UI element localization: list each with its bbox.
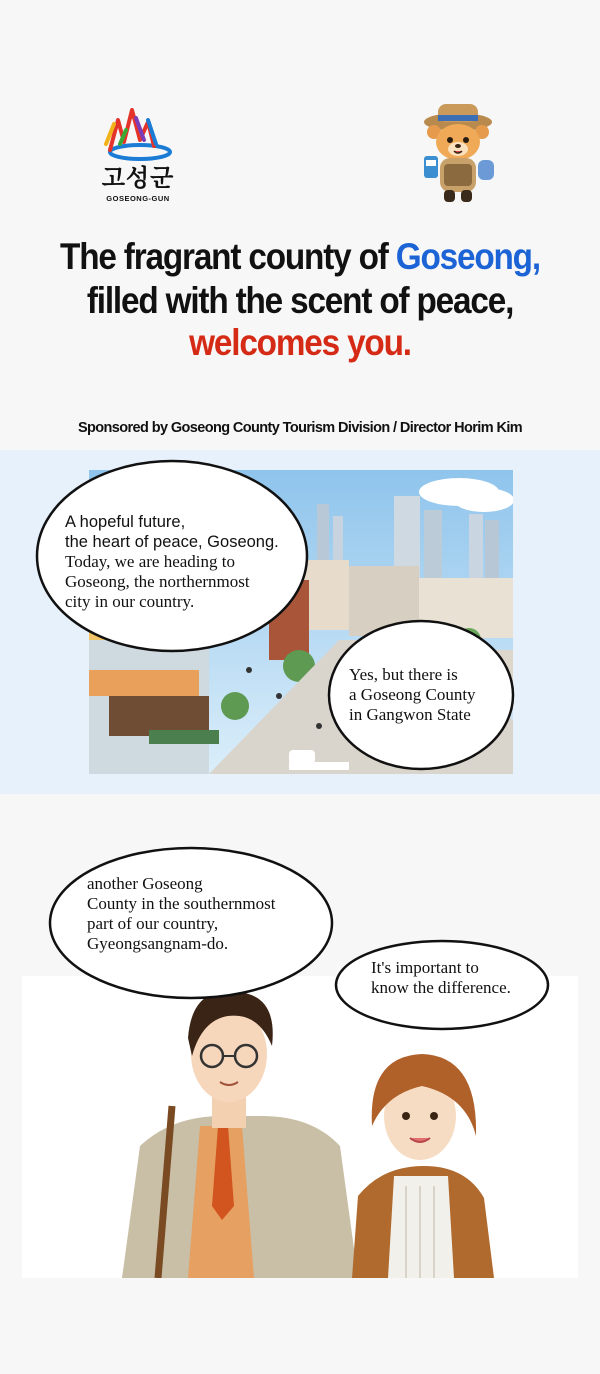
headline-line-3: welcomes you. bbox=[189, 322, 411, 363]
speech-bubble-1 bbox=[34, 458, 310, 654]
speech-bubble-3 bbox=[48, 846, 334, 1000]
bubble-1-line-3: Today, we are heading to bbox=[65, 552, 235, 571]
headline-line-2: filled with the scent of peace, bbox=[86, 280, 514, 321]
speech-bubble-2 bbox=[327, 619, 515, 771]
bubble-3-line-4: Gyeongsangnam-do. bbox=[87, 934, 229, 953]
bubble-4-line-2: know the difference. bbox=[371, 978, 511, 997]
goseong-logo-icon bbox=[96, 100, 180, 166]
goseong-logo bbox=[96, 100, 180, 205]
speech-bubble-4 bbox=[334, 939, 550, 1031]
bubble-3-line-1: another Goseong bbox=[87, 874, 203, 893]
bubble-3-line-2: County in the southernmost bbox=[87, 894, 276, 913]
bubble-3-line-3: part of our country, bbox=[87, 914, 219, 933]
bubble-1-line-2: the heart of peace, Goseong. bbox=[65, 533, 279, 551]
logo-korean-text: 고성군 bbox=[101, 165, 175, 192]
headline-highlight-goseong: Goseong, bbox=[395, 236, 540, 277]
bubble-2-line-3: in Gangwon State bbox=[349, 705, 471, 724]
bubble-4-line-1: It's important to bbox=[371, 958, 479, 977]
headline-line-1-prefix: The fragrant county of bbox=[60, 236, 396, 277]
sponsor-credit: Sponsored by Goseong County Tourism Division / Director Horim Kim bbox=[77, 420, 523, 436]
bear-explorer-mascot-icon bbox=[410, 98, 506, 206]
bubble-1-line-1: A hopeful future, bbox=[65, 513, 186, 531]
logo-english-text: GOSEONG-GUN bbox=[106, 194, 170, 203]
bubble-1-line-4: Goseong, the northernmost bbox=[65, 572, 250, 591]
bubble-2-line-1: Yes, but there is bbox=[349, 665, 458, 684]
bubble-1-line-5: city in our country. bbox=[65, 592, 195, 611]
headline-line-1 bbox=[30, 236, 570, 278]
bubble-2-line-2: a Goseong County bbox=[349, 685, 476, 704]
